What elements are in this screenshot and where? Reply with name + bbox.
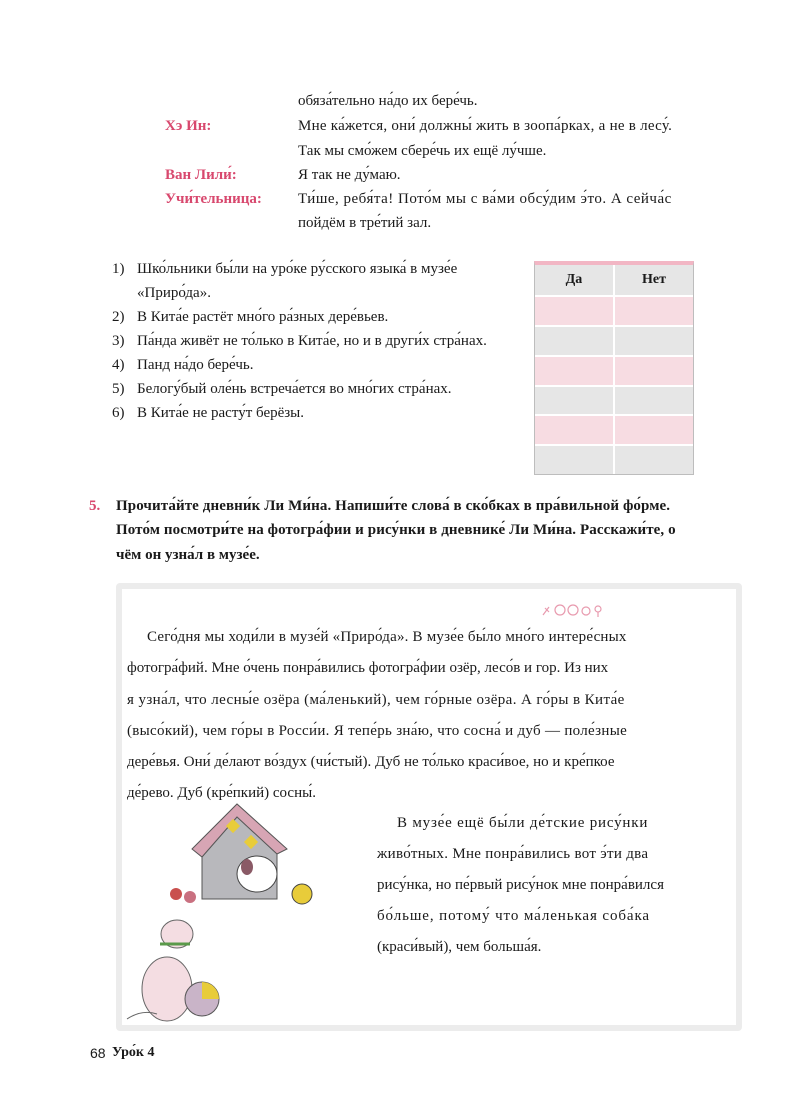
diary-line: дере́вья. Они́ де́лают во́здух (чи́стый). Дуб не то́лько краси́вое, но и кре́пкое [127,754,615,770]
task-number: 5. [89,498,101,514]
answer-cell[interactable] [615,297,693,325]
statement-text: В Кита́е не расту́т берёзы. [137,405,305,421]
task-instruction: Пото́м посмотри́те на фотогра́фии и рису́нки в дневнике́ Ли Ми́на. Расскажи́те, о [116,522,676,538]
diary-line: бо́льше, потому́ что ма́ленькая соба́ка [377,908,650,924]
speaker-name: Учи́тельница: [165,191,262,207]
answer-cell[interactable] [615,357,693,385]
answer-cell[interactable] [535,357,613,385]
answer-cell[interactable] [535,416,613,444]
dialogue-line: пойдём в тре́тий зал. [298,215,432,231]
statement-text: В Кита́е растёт мно́го ра́зных дере́вьев. [137,309,389,325]
answer-cell[interactable] [535,446,613,474]
diary-line: де́рево. Дуб (кре́пкий) сосны́. [127,785,316,801]
diary-line: (краси́вый), чем больша́я. [377,939,542,955]
statement-number: 5) [112,381,125,397]
statement-text: Шко́льники бы́ли на уро́ке ру́сского языка́ в музе́е [137,261,458,277]
doghouse-illustration [162,799,332,919]
diary-line: я узна́л, что лесны́е озёра (ма́ленький), чем го́рные озёра. А го́ры в Кита́е [127,692,625,708]
diary-line: рису́нка, но пе́рвый рису́нок мне понра́вился [377,877,664,893]
task-instruction: чём он узна́л в музе́е. [116,547,260,563]
statement-text: «Приро́да». [137,285,211,301]
statement-number: 1) [112,261,125,277]
lesson-label: Уро́к 4 [112,1045,155,1060]
page-number: 68 [90,1045,106,1061]
statement-number: 6) [112,405,125,421]
diary-line: фотогра́фий. Мне о́чень понра́вились фотогра́фии озёр, лесо́в и гор. Из них [127,660,609,676]
header-no: Нет [615,265,693,295]
statement-number: 3) [112,333,125,349]
diary-box [116,583,742,1031]
statement-text: Белогу́бый оле́нь встреча́ется во мно́гих стра́нах. [137,381,452,397]
diary-line: (высо́кий), чем го́ры в Росси́и. Я тепе́рь зна́ю, что сосна́ и дуб — поле́зные [127,723,628,739]
statement-number: 4) [112,357,125,373]
yes-no-table [534,261,694,475]
answer-cell[interactable] [615,446,693,474]
task-instruction: Прочита́йте дневни́к Ли Ми́на. Напиши́те слова́ в ско́бках в пра́вильной фо́рме. [116,498,671,514]
speaker-name: Ван Лили́: [165,167,237,183]
dialogue-line: Я так не ду́маю. [298,167,401,183]
diary-line: В музе́е ещё бы́ли де́тские рису́нки [397,815,649,831]
answer-cell[interactable] [535,387,613,415]
dialogue-line: Ти́ше, ребя́та! Пото́м мы с ва́ми обсу́дим э́то. А сейча́с [298,191,672,207]
answer-cell[interactable] [535,327,613,355]
dialogue-line: Мне ка́жется, они́ должны́ жить в зоопа́рках, а не в лесу́. [298,118,673,134]
header-yes: Да [535,265,613,295]
statement-text: Панд на́до бере́чь. [137,357,254,373]
diary-line: живо́тных. Мне понра́вились вот э́ти два [377,846,649,862]
dialogue-line: Так мы смо́жем сбере́чь их ещё лу́чше. [298,143,547,159]
dialogue-line: обяза́тельно на́до их бере́чь. [298,93,478,109]
dog-with-ball-illustration [122,914,232,1029]
answer-cell[interactable] [535,297,613,325]
speaker-name: Хэ Ин: [165,118,212,134]
diary-line: Сего́дня мы ходи́ли в музе́й «Приро́да». В музе́е бы́ло мно́го интере́сных [147,629,627,645]
statement-text: Па́нда живёт не то́лько в Кита́е, но и в други́х стра́нах. [137,333,487,349]
flower-doodle-icon [540,603,620,619]
answer-cell[interactable] [615,387,693,415]
answer-cell[interactable] [615,416,693,444]
statement-number: 2) [112,309,125,325]
answer-cell[interactable] [615,327,693,355]
